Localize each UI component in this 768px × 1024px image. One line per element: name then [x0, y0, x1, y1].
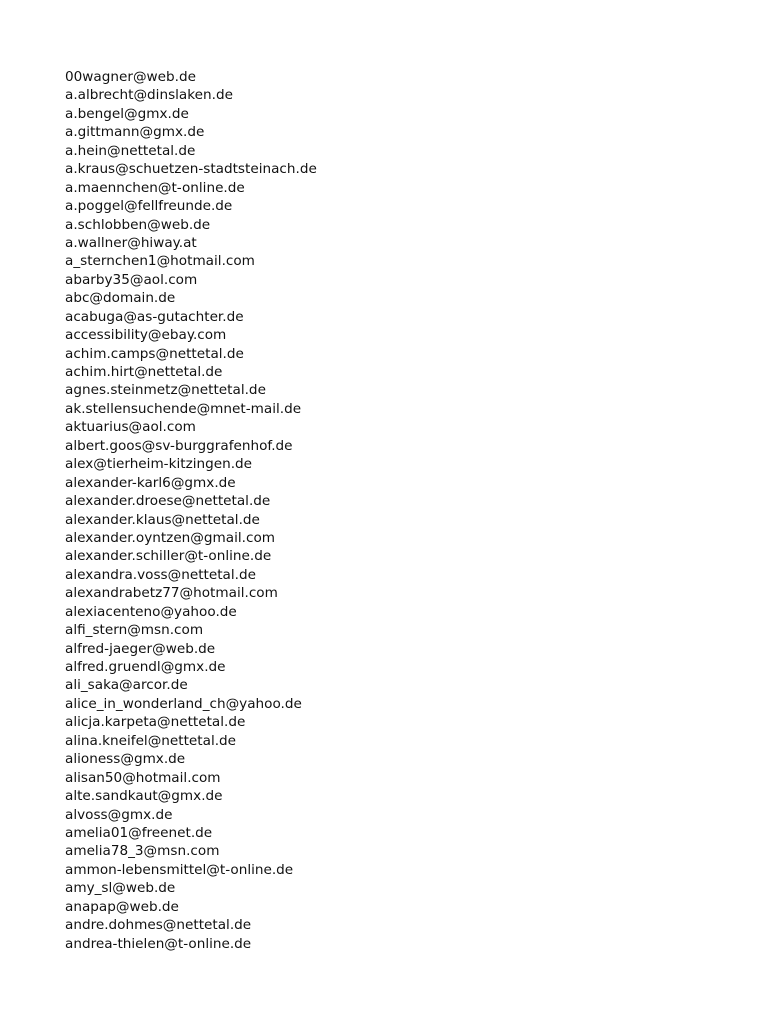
email-address: ak.stellensuchende@mnet-mail.de [65, 400, 302, 417]
email-address: anapap@web.de [65, 898, 179, 915]
email-address: a.gittmann@gmx.de [65, 124, 205, 141]
email-address: alexiacenteno@yahoo.de [65, 603, 237, 620]
email-address: accessibility@ebay.com [65, 327, 227, 344]
email-address: alina.kneifel@nettetal.de [65, 732, 237, 749]
email-address: alicja.karpeta@nettetal.de [65, 714, 246, 731]
email-address: alice_in_wonderland_ch@yahoo.de [65, 695, 302, 712]
email-address: a.hein@nettetal.de [65, 142, 196, 159]
email-address: alexander-karl6@gmx.de [65, 474, 236, 491]
email-address: a.poggel@fellfreunde.de [65, 198, 233, 215]
email-address: agnes.steinmetz@nettetal.de [65, 382, 266, 399]
email-address: alfred-jaeger@web.de [65, 640, 216, 657]
email-address: alexandrabetz77@hotmail.com [65, 585, 278, 602]
email-address: abc@domain.de [65, 290, 176, 307]
email-address: a_sternchen1@hotmail.com [65, 253, 255, 270]
email-address: amy_sl@web.de [65, 880, 176, 897]
email-address: a.wallner@hiway.at [65, 234, 197, 251]
email-address: abarby35@aol.com [65, 271, 198, 288]
email-address: alexander.klaus@nettetal.de [65, 511, 260, 528]
email-address: alex@tierheim-kitzingen.de [65, 456, 253, 473]
email-address: alfi_stern@msn.com [65, 622, 204, 639]
email-address: a.bengel@gmx.de [65, 105, 189, 122]
email-address: amelia78_3@msn.com [65, 843, 220, 860]
email-address: a.kraus@schuetzen-stadtsteinach.de [65, 161, 317, 178]
email-address: a.schlobben@web.de [65, 216, 211, 233]
email-address: alexander.oyntzen@gmail.com [65, 529, 275, 546]
email-address: a.albrecht@dinslaken.de [65, 87, 233, 104]
email-address: ali_saka@arcor.de [65, 677, 188, 694]
email-address: alte.sandkaut@gmx.de [65, 788, 223, 805]
email-address: a.maennchen@t-online.de [65, 179, 245, 196]
email-address: alisan50@hotmail.com [65, 769, 221, 786]
email-address: aktuarius@aol.com [65, 419, 196, 436]
email-address: andrea-thielen@t-online.de [65, 935, 252, 952]
email-list [65, 68, 317, 953]
email-address: andre.dohmes@nettetal.de [65, 917, 252, 934]
email-address: amelia01@freenet.de [65, 824, 213, 841]
email-address: achim.camps@nettetal.de [65, 345, 244, 362]
email-address: 00wagner@web.de [65, 69, 196, 85]
email-address: alexandra.voss@nettetal.de [65, 566, 256, 583]
email-address: alvoss@gmx.de [65, 806, 173, 823]
email-address: acabuga@as-gutachter.de [65, 308, 244, 325]
email-address: ammon-lebensmittel@t-online.de [65, 861, 294, 878]
email-address: alexander.droese@nettetal.de [65, 493, 271, 510]
email-address: albert.goos@sv-burggrafenhof.de [65, 437, 293, 454]
email-address: achim.hirt@nettetal.de [65, 364, 223, 380]
email-address: alioness@gmx.de [65, 751, 186, 768]
email-address: alfred.gruendl@gmx.de [65, 659, 226, 675]
email-address: alexander.schiller@t-online.de [65, 548, 272, 565]
